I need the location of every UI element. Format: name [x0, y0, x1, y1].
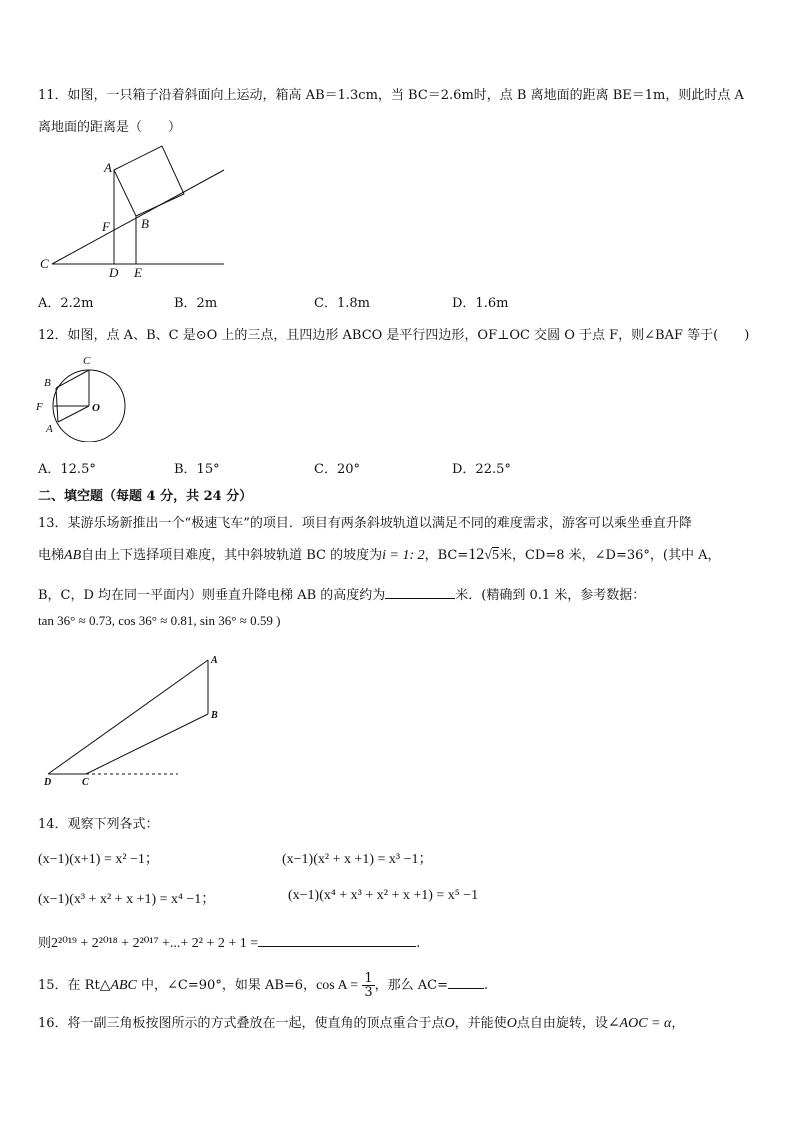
q13-answer-blank[interactable] — [385, 586, 455, 599]
q12-label-o: O — [92, 402, 100, 414]
q13-label-c: C — [82, 777, 89, 788]
q12-line1: 12．如图，点 A、B、C 是⊙O 上的三点，且四边形 ABCO 是平行四边形，OF⊥OC 交圆 O 于点 F，则∠BAF 等于( ) — [38, 328, 750, 343]
q14-question: 则2²⁰¹⁹ + 2²⁰¹⁸ + 2²⁰¹⁷ +...+ 2² + 2 + 1 = . — [38, 936, 421, 951]
q12-label-f: F — [36, 401, 43, 413]
q15-line: 15．在 Rt△ABC 中，∠C=90°，如果 AB=6，cos A = $\frac{1}{3}$ ，那么 AC= . — [38, 964, 488, 1002]
q12-label-a: A — [46, 423, 53, 435]
q14-equation-1: (x−1)(x+1) = x² −1； — [38, 852, 159, 867]
q11-option-c: C．1.8m — [314, 296, 370, 311]
q11-option-a: A．2.2m — [38, 296, 94, 311]
q14-answer-blank[interactable] — [258, 934, 416, 947]
q12-option-c: C．20° — [314, 462, 360, 477]
section-2-heading: 二、填空题（每题 4 分，共 24 分） — [38, 489, 253, 504]
q12-option-a: A．12.5° — [38, 462, 96, 477]
q13-figure — [36, 650, 236, 790]
q13-line1: 13．某游乐场新推出一个“极速飞车”的项目．项目有两条斜坡轨道以满足不同的难度需求，游客可以乘坐垂直升降 — [38, 516, 692, 531]
q11-label-b: B — [141, 216, 149, 231]
q11-figure — [36, 140, 236, 280]
q12-figure — [34, 350, 144, 442]
q13-label-b: B — [211, 710, 218, 721]
q14-equation-4: (x−1)(x⁴ + x³ + x² + x +1) = x⁵ −1 — [288, 888, 479, 903]
q11-label-a: A — [104, 160, 112, 175]
q14-equation-2: (x−1)(x² + x +1) = x³ −1； — [282, 852, 433, 867]
q13-label-d: D — [44, 777, 52, 788]
q11-option-d: D．1.6m — [452, 296, 509, 311]
q12-label-c: C — [83, 355, 91, 367]
q11-line2: 离地面的距离是（ ） — [38, 120, 182, 135]
q11-line1: 11．如图，一只箱子沿着斜面向上运动，箱高 AB＝1.3cm，当 BC＝2.6m时，点 B 离地面的距离 BE＝1m，则此时点 A — [38, 88, 744, 103]
q16-line1: 16．将一副三角板按图所示的方式叠放在一起，使直角的顶点重合于点O，并能使O点自由旋转，设∠AOC = α， — [38, 1016, 685, 1031]
q15-answer-blank[interactable] — [448, 964, 484, 989]
q11-label-f: F — [102, 219, 110, 234]
q12-options — [38, 458, 758, 477]
q15-fraction: $\frac{1}{3}$ — [364, 971, 373, 1000]
q13-ab-italic: AB — [64, 548, 82, 563]
q14-equation-3: (x−1)(x³ + x² + x +1) = x⁴ −1； — [38, 892, 216, 907]
q13-label-a: A — [211, 655, 218, 666]
q13-slope: i = 1: 2 — [382, 548, 425, 563]
q12-label-b: B — [44, 377, 51, 389]
q11-label-d: D — [109, 265, 119, 280]
q12-option-b: B．15° — [174, 462, 220, 477]
q13-reference-data: tan 36° ≈ 0.73, cos 36° ≈ 0.81, sin 36° ≈ 0.59 ) — [38, 613, 281, 628]
q11-option-b: B．2m — [174, 296, 218, 311]
q13-line3: B，C，D 均在同一平面内）则垂直升降电梯 AB 的高度约为 米．(精确到 0.1 米，参考数据： — [38, 588, 646, 603]
q13-bc-root: 5 — [491, 548, 499, 563]
q11-label-c: C — [40, 256, 49, 271]
q12-option-d: D．22.5° — [452, 462, 511, 477]
q11-label-e: E — [134, 265, 142, 280]
q14-title: 14．观察下列各式： — [38, 817, 159, 832]
q11-options — [38, 292, 758, 311]
q13-bc-value: 12 — [468, 546, 485, 563]
q13-line2: 电梯AB自由上下选择项目难度，其中斜坡轨道 BC 的坡度为i = 1: 2，BC=12√5米，CD=8 米，∠D=36°，(其中 A， — [38, 546, 721, 563]
